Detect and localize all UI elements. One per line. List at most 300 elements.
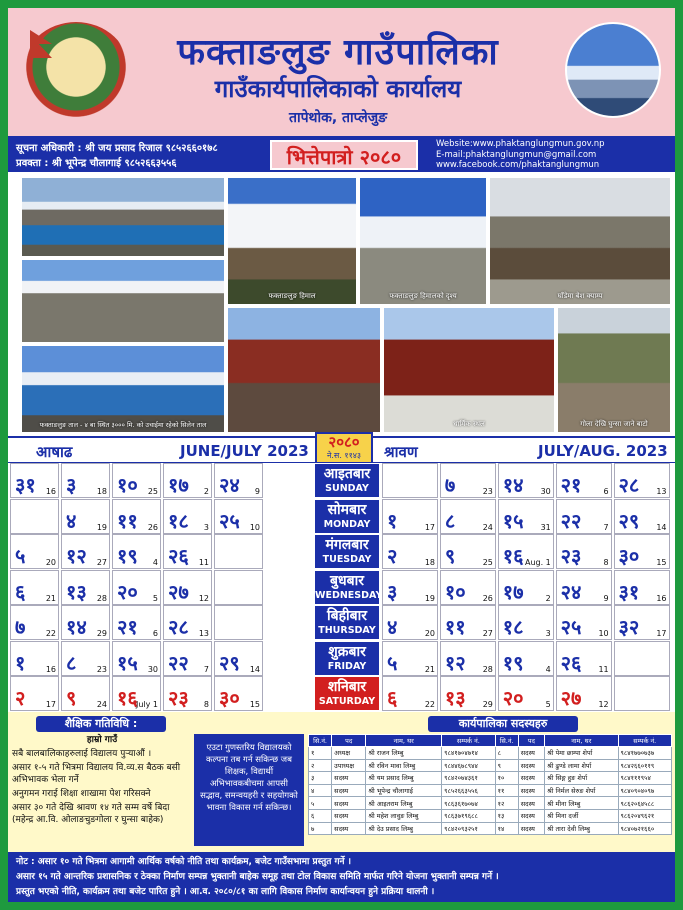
day-cell xyxy=(10,570,59,605)
day-cell xyxy=(498,463,554,498)
en-date: 11 xyxy=(598,664,609,674)
table-cell: ९८६२०६४५८८ xyxy=(618,797,672,810)
en-date: 9 xyxy=(254,487,260,496)
base-camp-photo: घाँडेमा बेश क्याम्प xyxy=(488,176,672,306)
table-cell: सदस्य xyxy=(518,822,544,835)
np-date: ६ xyxy=(15,579,26,604)
day-cell xyxy=(556,570,612,605)
np-date: २६ xyxy=(560,650,582,675)
day-cell xyxy=(61,676,110,711)
en-date: 10 xyxy=(249,522,260,532)
table-cell: उपाध्यक्ष xyxy=(332,759,366,772)
website-link[interactable]: Website:www.phaktanglungmun.gov.np xyxy=(436,139,605,149)
day-cell xyxy=(614,605,670,640)
np-date: ७ xyxy=(444,473,456,497)
table-cell: श्री देउ प्रसाद लिम्बु xyxy=(366,822,442,835)
np-date: ११ xyxy=(117,508,138,533)
day-cell xyxy=(10,605,59,640)
members-header-row xyxy=(309,735,672,747)
day-cell xyxy=(614,499,670,534)
calendar-label: भित्तेपात्रो २०८० xyxy=(270,140,418,170)
day-cell xyxy=(214,676,263,711)
np-date: ३१ xyxy=(15,473,36,497)
month-left-en: JUNE/JULY 2023 xyxy=(180,442,309,460)
np-date: ३ xyxy=(66,473,77,497)
bottom-section xyxy=(8,712,675,852)
members-header-cell: पद xyxy=(518,735,544,747)
day-cell xyxy=(112,641,161,676)
en-date: Aug. 1 xyxy=(524,558,551,567)
en-date: 7 xyxy=(603,522,609,532)
day-cell xyxy=(498,570,554,605)
office-subtitle: गाउँकार्यपालिकाको कार्यालय xyxy=(214,75,462,103)
en-date: 18 xyxy=(424,558,435,567)
lake-photo-2: फक्ताङलुङ ताल - ४ बा स्थित ३००० मि. को उचाईमा रहेको सिलेन ताल xyxy=(20,344,226,434)
en-date: 17 xyxy=(45,700,56,709)
np-date: २२ xyxy=(168,650,189,675)
day-cell xyxy=(163,570,212,605)
day-cell xyxy=(10,499,59,534)
table-cell: ९८६२०४९६२१ xyxy=(618,809,672,822)
photo-collage xyxy=(8,172,675,436)
en-date: July 1 xyxy=(135,700,158,709)
day-cell xyxy=(61,570,110,605)
day-cell xyxy=(614,463,670,498)
day-cell xyxy=(61,463,110,498)
day-cell xyxy=(440,676,496,711)
edu-item: असार १-५ गते भित्रमा विद्यालय वि.व्य.स बैठक बसी अभिभावक भेला गर्ने xyxy=(12,763,181,785)
en-date: 25 xyxy=(482,558,493,567)
np-date: ८ xyxy=(444,508,456,533)
weekday-label: बुधबार WEDNESDAY xyxy=(314,570,380,605)
en-date: 24 xyxy=(96,700,107,709)
day-cell xyxy=(163,676,212,711)
day-cell xyxy=(382,570,438,605)
members-table xyxy=(308,734,672,835)
table-cell: १२ xyxy=(495,797,518,810)
table-cell: सदस्य xyxy=(332,809,366,822)
en-date: 29 xyxy=(482,700,493,709)
table-row xyxy=(309,822,672,835)
np-date: २१ xyxy=(560,473,582,497)
en-date: 26 xyxy=(147,522,158,532)
day-cell xyxy=(61,499,110,534)
table-cell: ९८६३७१९६८८ xyxy=(442,809,495,822)
np-date: २५ xyxy=(219,508,240,533)
table-cell: १४ xyxy=(495,822,518,835)
day-cell xyxy=(382,534,438,569)
table-cell: ९८४४६७८९४४ xyxy=(442,759,495,772)
members-header-cell: नाम, थर xyxy=(366,735,442,747)
day-cell xyxy=(382,641,438,676)
weekday-label: सोमबार MONDAY xyxy=(314,499,380,534)
weekday-label: शनिबार SATURDAY xyxy=(314,676,380,711)
edu-item: अनुगमन गराई शिक्षा शाखामा पेश गरिसक्ने xyxy=(12,789,151,799)
en-date: 4 xyxy=(545,664,551,674)
np-date: २३ xyxy=(168,686,189,710)
en-date: 23 xyxy=(96,664,107,674)
en-date: 7 xyxy=(203,664,209,674)
np-date: १७ xyxy=(502,579,524,604)
np-date: २६ xyxy=(168,544,189,568)
spokesperson: प्रवक्ता : श्री भूपेन्द्र चौलागाई ९८५२६६३५५६ xyxy=(16,158,177,169)
table-cell: ८ xyxy=(495,747,518,760)
year-box xyxy=(315,432,373,464)
en-date: 6 xyxy=(603,487,609,496)
table-cell: ९८६३६१७०७४ xyxy=(442,797,495,810)
en-date: 22 xyxy=(45,629,56,638)
calendar-grid xyxy=(8,462,675,712)
day-cell xyxy=(440,534,496,569)
np-date: ९ xyxy=(444,544,456,568)
en-date: 19 xyxy=(424,593,435,603)
day-cell xyxy=(163,499,212,534)
np-date: १९ xyxy=(117,544,138,568)
table-cell: सदस्य xyxy=(518,809,544,822)
footer-notes xyxy=(8,852,675,902)
np-date: १५ xyxy=(502,508,524,533)
info-bar xyxy=(8,136,675,172)
day-cell xyxy=(440,463,496,498)
np-date: ११ xyxy=(444,615,466,639)
table-row xyxy=(309,759,672,772)
month-right-np: श्रावण xyxy=(384,443,418,461)
table-row xyxy=(309,809,672,822)
footer-line: नोट : असार १० गते भित्रमा आगामी आर्थिक वर्षको नीति तथा कार्यक्रम, बजेट गाउँसभामा प्रस्तुत गर्ने । xyxy=(16,857,352,867)
table-cell: श्री मीना लिम्बु xyxy=(545,797,618,810)
table-row xyxy=(309,772,672,785)
en-date: 29 xyxy=(96,629,107,638)
en-date: 27 xyxy=(482,629,493,638)
np-date: २८ xyxy=(168,615,189,639)
table-cell: ४ xyxy=(309,784,332,797)
en-date: 21 xyxy=(424,664,435,674)
np-date: १ xyxy=(387,508,398,533)
en-date: 14 xyxy=(656,522,667,532)
members-header-cell: सम्पर्क नं. xyxy=(618,735,672,747)
day-cell xyxy=(382,499,438,534)
day-cell xyxy=(440,570,496,605)
day-cell xyxy=(10,641,59,676)
education-list xyxy=(12,734,192,828)
table-cell: १ xyxy=(309,747,332,760)
table-cell: ७ xyxy=(309,822,332,835)
np-date: २९ xyxy=(219,650,240,675)
day-cell xyxy=(61,641,110,676)
np-date: १३ xyxy=(66,579,87,604)
en-date: 18 xyxy=(96,487,107,496)
np-date: २४ xyxy=(219,473,240,497)
month-left-np: आषाढ xyxy=(36,443,73,461)
table-cell: श्री आइतराम लिम्बु xyxy=(366,797,442,810)
en-date: 8 xyxy=(203,700,209,709)
weekday-label: बिहीबार THURSDAY xyxy=(314,605,380,640)
day-cell xyxy=(214,641,263,676)
day-cell xyxy=(382,605,438,640)
table-cell: ९८५२६६३५५६ xyxy=(442,784,495,797)
nepal-sambat: ने.स. ११४३ xyxy=(326,451,362,460)
np-date: २८ xyxy=(618,473,640,497)
en-date: 15 xyxy=(656,558,667,567)
en-date: 17 xyxy=(424,522,435,532)
np-date: २३ xyxy=(560,544,582,568)
table-cell: श्री मिना दर्जी xyxy=(545,809,618,822)
table-cell: सदस्य xyxy=(518,747,544,760)
np-date: १८ xyxy=(168,508,189,533)
np-date: १६ xyxy=(117,686,138,710)
en-date: 24 xyxy=(482,522,493,532)
day-cell xyxy=(10,534,59,569)
np-date: १४ xyxy=(502,473,524,497)
en-date: 22 xyxy=(424,700,435,709)
day-cell xyxy=(614,570,670,605)
table-cell: ९८४०७२१६६० xyxy=(618,822,672,835)
np-date: २७ xyxy=(168,579,189,604)
day-cell xyxy=(556,499,612,534)
en-date: 15 xyxy=(249,700,260,709)
table-cell: ६ xyxy=(309,809,332,822)
day-cell xyxy=(10,463,59,498)
weekday-label: शुक्रबार FRIDAY xyxy=(314,641,380,676)
table-cell: सदस्य xyxy=(332,784,366,797)
information-officer: सूचना अधिकारी : श्री जय प्रसाद रिजाल ९८५२६६०१७८ xyxy=(16,143,218,154)
en-date: 20 xyxy=(424,629,435,638)
trail-photo: गोला देखि घुन्सा जाने बाटो xyxy=(556,306,672,434)
en-date: 31 xyxy=(540,522,551,532)
page-title: फक्ताङलुङ गाउँपालिका xyxy=(177,32,499,73)
table-cell: श्री ढुण्डे लामा शेर्पा xyxy=(545,759,618,772)
table-cell: ९८४२६६०११९ xyxy=(618,759,672,772)
day-cell xyxy=(614,641,670,676)
day-cell xyxy=(112,605,161,640)
day-cell xyxy=(214,463,263,498)
day-cell xyxy=(498,641,554,676)
np-date: २ xyxy=(15,686,26,710)
np-date: ८ xyxy=(66,650,77,675)
day-cell xyxy=(440,605,496,640)
table-cell: ९८४०९०४०९७ xyxy=(618,784,672,797)
email-link[interactable]: E-mail:phaktanglungmun@gmail.com xyxy=(436,150,597,160)
np-date: ३२ xyxy=(618,615,640,639)
en-date: 17 xyxy=(656,629,667,638)
table-cell: श्री भूपेन्द्र चौलागाई xyxy=(366,784,442,797)
table-cell: सदस्य xyxy=(518,784,544,797)
day-cell xyxy=(382,463,438,498)
members-header-cell: सि.नं. xyxy=(309,735,332,747)
mountain-rock-photo: फक्ताङलुङ हिमाल xyxy=(226,176,358,306)
facebook-link[interactable]: www.facebook.com/phaktanglungmun xyxy=(436,160,600,170)
table-cell: ३ xyxy=(309,772,332,785)
day-cell xyxy=(163,534,212,569)
en-date: 14 xyxy=(249,664,260,674)
day-cell xyxy=(10,676,59,711)
np-date: १८ xyxy=(502,615,524,639)
en-date: 2 xyxy=(545,593,551,603)
en-date: 16 xyxy=(45,487,56,496)
table-cell: अध्यक्ष xyxy=(332,747,366,760)
table-cell: श्री राजन लिम्बु xyxy=(366,747,442,760)
day-cell xyxy=(112,463,161,498)
day-cell xyxy=(556,605,612,640)
members-header-cell: सम्पर्क नं. xyxy=(442,735,495,747)
location: तापेथोक, ताप्लेजुङ xyxy=(288,110,388,126)
table-cell: ११ xyxy=(495,784,518,797)
table-cell: श्री रविन मावा लिम्बु xyxy=(366,759,442,772)
day-cell xyxy=(61,534,110,569)
np-date: ४ xyxy=(387,615,398,639)
valley-photo xyxy=(20,258,226,344)
nepal-emblem-icon xyxy=(22,22,130,122)
footer-line: प्रस्तुत भएको नीति, कार्यक्रम तथा बजेट पारित हुने । आ.व. २०८०/८१ का लागि विकास निर्माण कार्यान्वयन हुने प्रक्रिया थालनी । xyxy=(16,887,435,897)
np-date: २७ xyxy=(560,686,582,710)
np-date: १९ xyxy=(502,650,524,675)
table-cell: ९ xyxy=(495,759,518,772)
np-date: ३१ xyxy=(618,579,640,604)
footer-line: असार १५ गते आन्तरिक प्रशासनिक र ठेक्का निर्माण सम्पन्न भुक्तानी बाहेक समूह तथा टोल विकास समिति मार्फत गरिने योजना भुक्तानी सम्पन्न गर्ने । xyxy=(16,872,499,882)
en-date: 20 xyxy=(45,558,56,567)
year: २०८० xyxy=(328,433,360,451)
members-header-cell: सि.नं. xyxy=(495,735,518,747)
day-cell xyxy=(498,499,554,534)
en-date: 16 xyxy=(656,593,667,603)
day-cell xyxy=(498,605,554,640)
edu-item: असार ३० गते देखि श्रावण १४ गते सम्म वर्षे बिदा (महेन्द्र आ.वि. ओलाङचुङगोला र घुन्सा बाहेक) xyxy=(12,803,170,825)
table-row xyxy=(309,784,672,797)
en-date: 3 xyxy=(203,522,209,532)
en-date: 3 xyxy=(545,629,551,638)
day-cell xyxy=(112,676,161,711)
table-cell: १३ xyxy=(495,809,518,822)
table-cell: सदस्य xyxy=(518,772,544,785)
en-date: 19 xyxy=(96,522,107,532)
table-cell: ५ xyxy=(309,797,332,810)
en-date: 2 xyxy=(203,487,209,496)
table-cell: श्री यम प्रसाद लिम्बु xyxy=(366,772,442,785)
table-cell: ९८४१७७०७३७ xyxy=(618,747,672,760)
en-date: 16 xyxy=(45,664,56,674)
month-bar xyxy=(8,433,675,462)
day-cell xyxy=(556,641,612,676)
flag-icon xyxy=(30,30,52,58)
members-title: कार्यपालिका सदस्यहरु xyxy=(428,716,578,732)
np-date: ६ xyxy=(387,686,398,710)
np-date: ४ xyxy=(66,508,77,533)
day-cell xyxy=(112,499,161,534)
day-cell xyxy=(112,570,161,605)
day-cell xyxy=(440,499,496,534)
np-date: १६ xyxy=(502,544,524,568)
en-date: 21 xyxy=(45,593,56,603)
day-cell xyxy=(440,641,496,676)
np-date: ३० xyxy=(219,686,240,710)
weekday-label: आइतबार SUNDAY xyxy=(314,463,380,498)
day-cell xyxy=(556,463,612,498)
np-date: २५ xyxy=(560,615,582,639)
np-date: २२ xyxy=(560,508,582,533)
members-header-cell: पद xyxy=(332,735,366,747)
day-cell xyxy=(214,570,263,605)
np-date: ९ xyxy=(66,686,77,710)
en-date: 13 xyxy=(198,629,209,638)
table-row xyxy=(309,797,672,810)
table-cell: सदस्य xyxy=(332,822,366,835)
day-cell xyxy=(498,676,554,711)
np-date: ७ xyxy=(15,615,26,639)
glacier-photo: फक्ताङलुङ हिमालको दृश्य xyxy=(358,176,488,306)
np-date: ३ xyxy=(387,579,398,604)
table-cell: ९८४१११९५४ xyxy=(618,772,672,785)
np-date: २९ xyxy=(618,508,640,533)
education-title: शैक्षिक गतिविधि : xyxy=(36,716,166,732)
education-quote: एउटा गुणस्तरिय विद्यालयको कल्पना तब गर्न सकिन्छ जब शिक्षक, विद्यार्थी अभिभावकबीचमा आपसी सद्भाव, समन्वयहरी र सहयोगको भावना विकास गर्न सकिन्छ। xyxy=(194,734,304,846)
en-date: 6 xyxy=(152,629,158,638)
header xyxy=(8,8,675,136)
table-cell: सदस्य xyxy=(518,759,544,772)
en-date: 5 xyxy=(545,700,551,709)
table-cell: ९८४२०९३२५१ xyxy=(442,822,495,835)
table-cell: सदस्य xyxy=(332,797,366,810)
day-cell xyxy=(214,534,263,569)
en-date: 9 xyxy=(603,593,609,603)
np-date: १० xyxy=(117,473,138,497)
table-cell: श्री तारा देवी लिम्बु xyxy=(545,822,618,835)
en-date: 5 xyxy=(152,593,158,603)
en-date: 13 xyxy=(656,487,667,496)
edu-item: हाम्रो गाउँ xyxy=(86,735,118,745)
day-cell xyxy=(614,676,670,711)
en-date: 30 xyxy=(540,487,551,496)
en-date: 12 xyxy=(598,700,609,709)
day-cell xyxy=(556,534,612,569)
table-cell: १० xyxy=(495,772,518,785)
day-cell xyxy=(556,676,612,711)
en-date: 30 xyxy=(147,664,158,674)
temple-photo: धार्मिक स्थल xyxy=(382,306,556,434)
mountain-logo-icon xyxy=(565,22,661,118)
en-date: 28 xyxy=(482,664,493,674)
table-cell: श्री निर्मल सेरुङ शेर्पा xyxy=(545,784,618,797)
table-cell: श्री सिङ्ग हुङ शेर्पा xyxy=(545,772,618,785)
members-header-cell: नाम, थर xyxy=(545,735,618,747)
day-cell xyxy=(614,534,670,569)
monastery-photo xyxy=(226,306,382,434)
table-cell: २ xyxy=(309,759,332,772)
np-date: १ xyxy=(15,650,26,675)
np-date: ५ xyxy=(387,650,398,675)
np-date: २० xyxy=(117,579,138,604)
weekday-label: मंगलबार TUESDAY xyxy=(314,534,380,569)
en-date: 4 xyxy=(152,558,158,567)
table-cell: ९८४१७०४७१४ xyxy=(442,747,495,760)
np-date: १३ xyxy=(444,686,466,710)
np-date: १५ xyxy=(117,650,138,675)
month-right-en: JULY/AUG. 2023 xyxy=(538,442,668,460)
table-cell: सदस्य xyxy=(332,772,366,785)
np-date: १७ xyxy=(168,473,189,497)
en-date: 12 xyxy=(198,593,209,603)
np-date: ३० xyxy=(618,544,640,568)
np-date: ५ xyxy=(15,544,26,568)
day-cell xyxy=(382,676,438,711)
en-date: 25 xyxy=(147,487,158,496)
day-cell xyxy=(163,605,212,640)
np-date: १२ xyxy=(444,650,466,675)
day-cell xyxy=(61,605,110,640)
calendar-page xyxy=(8,8,675,902)
en-date: 27 xyxy=(96,558,107,567)
table-cell: सदस्य xyxy=(518,797,544,810)
table-cell: श्री पेमा छाम्पा शेर्पा xyxy=(545,747,618,760)
